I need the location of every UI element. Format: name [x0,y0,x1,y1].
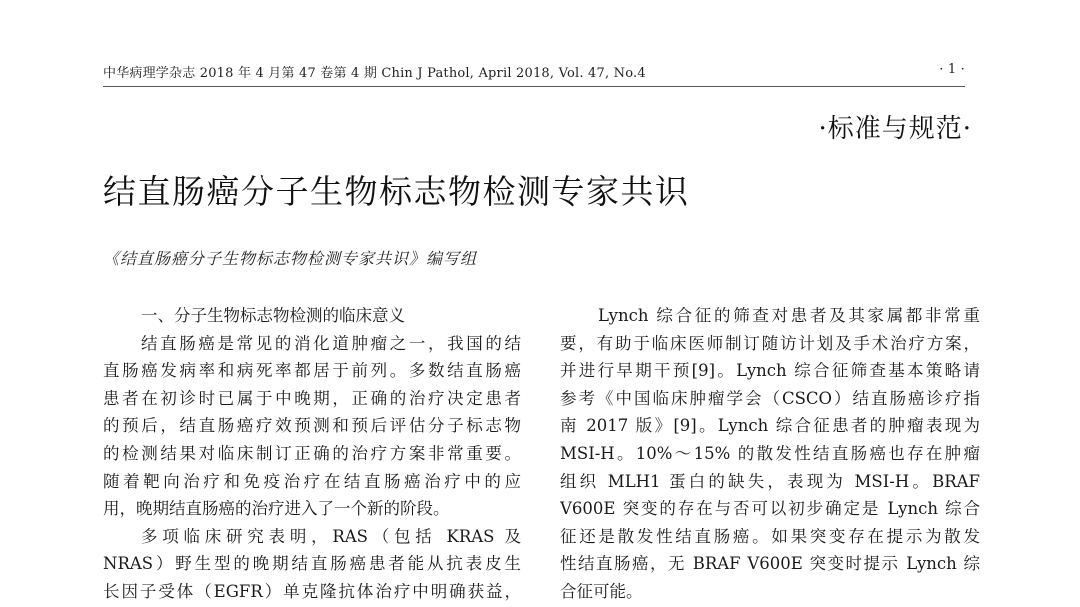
paragraph-lynch [560,302,980,606]
text-line: 用，晚期结直肠癌的治疗进入了一个新的阶段。 [103,499,450,519]
text-line: Lynch 综合征的筛查对患者及其家属都非常重 [598,306,980,325]
text-line: 随着靶向治疗和免疫治疗在结直肠癌治疗中的应 [103,471,521,491]
journal-citation: 中华病理学杂志 2018 年 4 月第 47 卷第 4 期 Chin J Pathol, April 2018, Vol. 47, No.4 [103,66,646,81]
text-line: 征还是散发性结直肠癌。如果突变存在提示为散发 [560,526,980,546]
section-label: ·标准与规范· [818,114,972,144]
text-line: 的预后，结直肠癌疗效预测和预后评估分子标志物 [103,416,521,436]
text-line: 直肠癌发病率和病死率都居于前列。多数结直肠癌 [103,361,521,381]
right-column [560,302,980,606]
text-line: 结直肠癌是常见的消化道肿瘤之一，我国的结 [141,333,521,353]
paragraph-2 [103,523,521,606]
text-line: 合征可能。 [560,581,643,601]
text-line: MSI-H。10%～15% 的散发性结直肠癌也存在肿瘤 [560,443,980,463]
left-column [103,302,521,606]
text-line: 长因子受体（EGFR）单克隆抗体治疗中明确获益， [103,581,521,601]
section-heading: 一、分子生物标志物检测的临床意义 [141,306,405,325]
text-line: 患者在初诊时已属于中晚期，正确的治疗决定患者 [103,388,521,408]
text-line: 并进行早期干预[9]。Lynch 综合征筛查基本策略请 [560,361,980,381]
text-line: V600E 突变的存在与否可以初步确定是 Lynch 综合 [560,499,980,519]
page-number: · 1 · [939,62,965,77]
text-line: 性结直肠癌，无 BRAF V600E 突变时提示 Lynch 综 [560,554,980,574]
paragraph-1 [103,330,521,523]
header-divider [103,86,965,87]
text-line: 组织 MLH1 蛋白的缺失，表现为 MSI-H。BRAF [560,471,980,491]
text-line: 要，有助于临床医师制订随访计划及手术治疗方案， [560,333,980,353]
text-line: 多项临床研究表明，RAS（包括 KRAS 及 [141,526,521,546]
article-title: 结直肠癌分子生物标志物检测专家共识 [103,172,690,211]
text-line: NRAS）野生型的晚期结直肠癌患者能从抗表皮生 [103,554,521,574]
text-line: 的检测结果对临床制订正确的治疗方案非常重要。 [103,443,521,463]
running-header [103,62,965,82]
text-line: 南 2017 版》[9]。Lynch 综合征患者的肿瘤表现为 [560,416,980,436]
text-line: 参考《中国临床肿瘤学会（CSCO）结直肠癌诊疗指 [560,388,980,408]
author-group: 《结直肠癌分子生物标志物检测专家共识》编写组 [103,249,478,268]
